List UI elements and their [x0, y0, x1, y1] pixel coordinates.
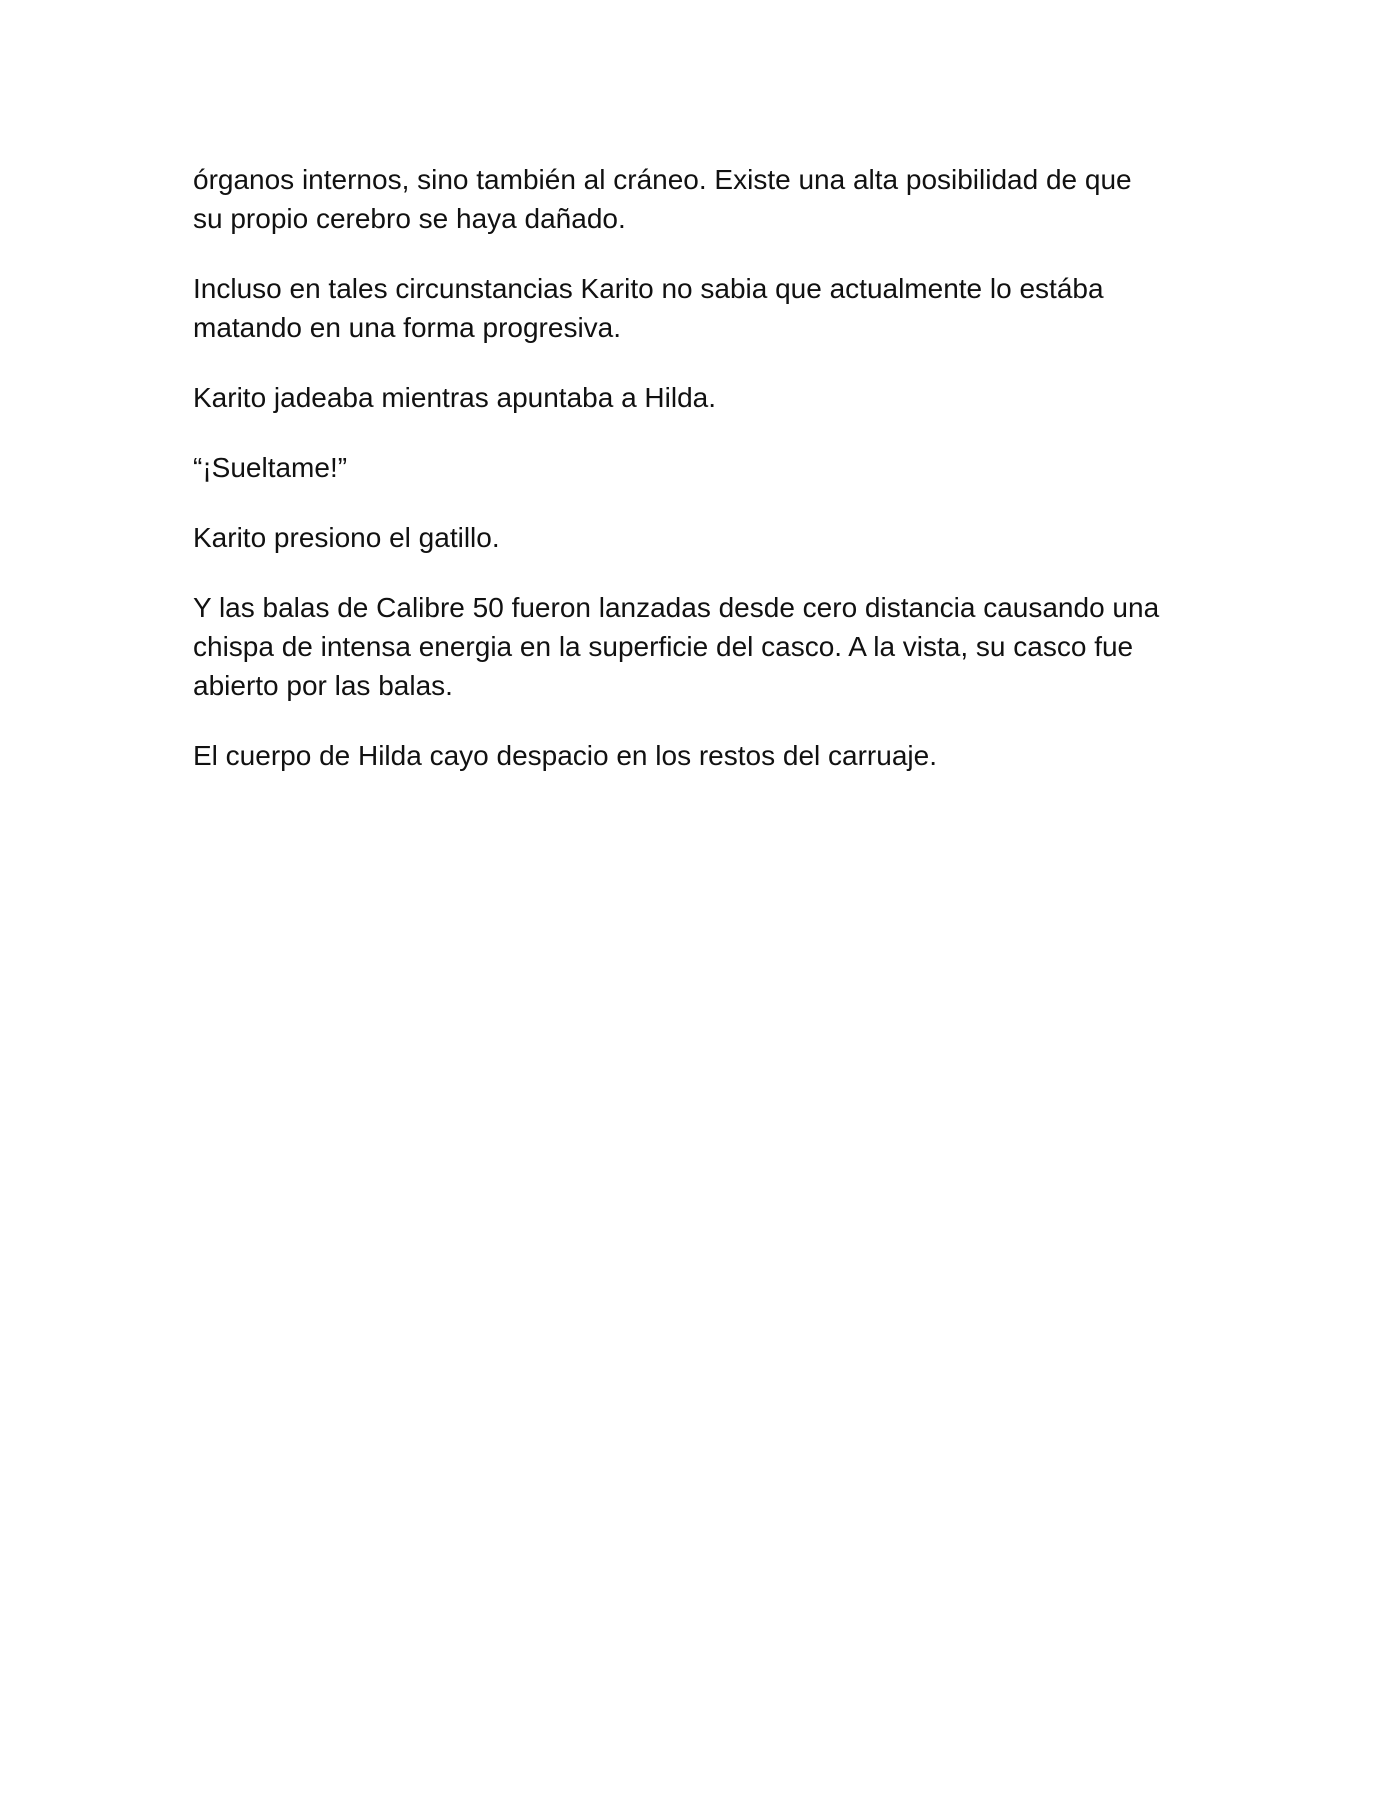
paragraph-2: Incluso en tales circunstancias Karito no sabia que actualmente lo estába matando en una forma progresiva.	[193, 273, 1104, 343]
paragraph-3: Karito jadeaba mientras apuntaba a Hilda.	[193, 382, 717, 413]
paragraph-7: El cuerpo de Hilda cayo despacio en los restos del carruaje.	[193, 740, 937, 771]
paragraph-1: órganos internos, sino también al cráneo. Existe una alta posibilidad de que su propio cerebro se haya dañado.	[193, 164, 1132, 234]
document-body	[193, 160, 1223, 806]
paragraph-4: “¡Sueltame!”	[193, 452, 348, 483]
paragraph-6: Y las balas de Calibre 50 fueron lanzadas desde cero distancia causando una chispa de intensa energia en la superficie del casco. A la vista, su casco fue abierto por las balas.	[193, 592, 1160, 701]
paragraph-5: Karito presiono el gatillo.	[193, 522, 500, 553]
